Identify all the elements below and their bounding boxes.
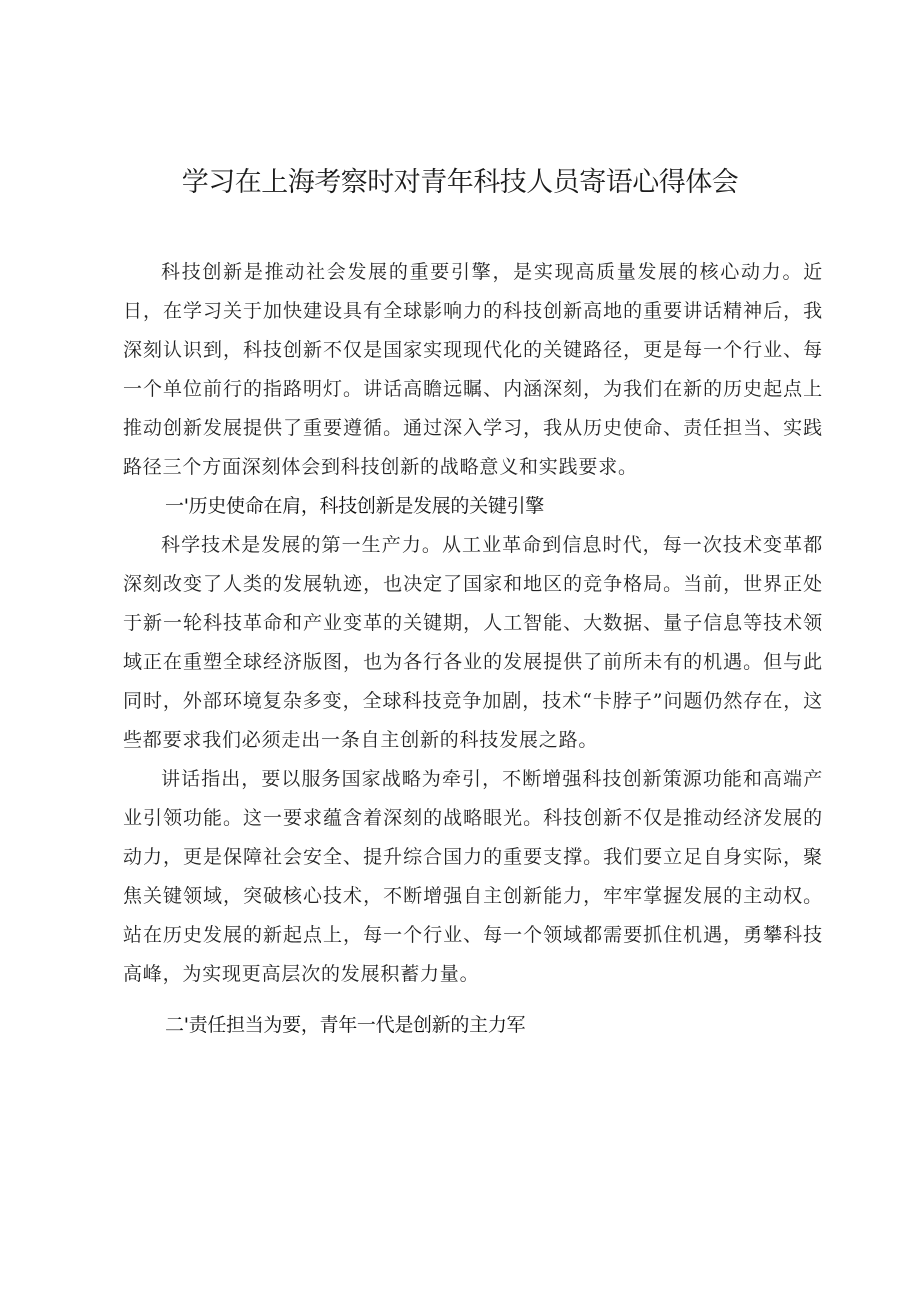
document-title: 学习在上海考察时对青年科技人员寄语心得体会 <box>181 167 739 198</box>
section1-paragraph-1: 科学技术是发展的第一生产力。从工业革命到信息时代，每一次技术变革都深刻改变了人类的发展轨迹，也决定了国家和地区的竞争格局。当前，世界正处于新一轮科技革命和产业变革的关键期，人工智能、大数据、量子信息等技术领域正在重塑全球经济版图，也为各行各业的发展提供了前所未有的机遇。但与此同时，外部环境复杂多变，全球科技竞争加剧，技术“卡脖子”问题仍然存在，这些都要求我们必须走出一条自主创新的科技发展之路。 <box>123 534 823 751</box>
section-heading-2: 二'责任担当为要，青年一代是创新的主力军 <box>165 1014 526 1036</box>
section-heading-1: 一'历史使命在肩，科技创新是发展的关键引擎 <box>165 495 544 517</box>
section1-paragraph-2: 讲话指出，要以服务国家战略为牵引，不断增强科技创新策源功能和高端产业引领功能。这一要求蕴含着深刻的战略眼光。科技创新不仅是推动经济发展的动力，更是保障社会安全、提升综合国力的重要支撑。我们要立足自身实际，聚焦关键领域，突破核心技术，不断增强自主创新能力，牢牢掌握发展的主动权。站在历史发展的新起点上，每一个行业、每一个领域都需要抓住机遇，勇攀科技高峰，为实现更高层次的发展积蓄力量。 <box>123 768 823 985</box>
document-body <box>123 253 823 1045</box>
intro-paragraph: 科技创新是推动社会发展的重要引擎，是实现高质量发展的核心动力。近日，在学习关于加快建设具有全球影响力的科技创新高地的重要讲话精神后，我深刻认识到，科技创新不仅是国家实现现代化的关键路径，更是每一个行业、每一个单位前行的指路明灯。讲话高瞻远瞩、内涵深刻，为我们在新的历史起点上推动创新发展提供了重要遵循。通过深入学习，我从历史使命、责任担当、实践路径三个方面深刻体会到科技创新的战略意义和实践要求。 <box>123 261 823 478</box>
